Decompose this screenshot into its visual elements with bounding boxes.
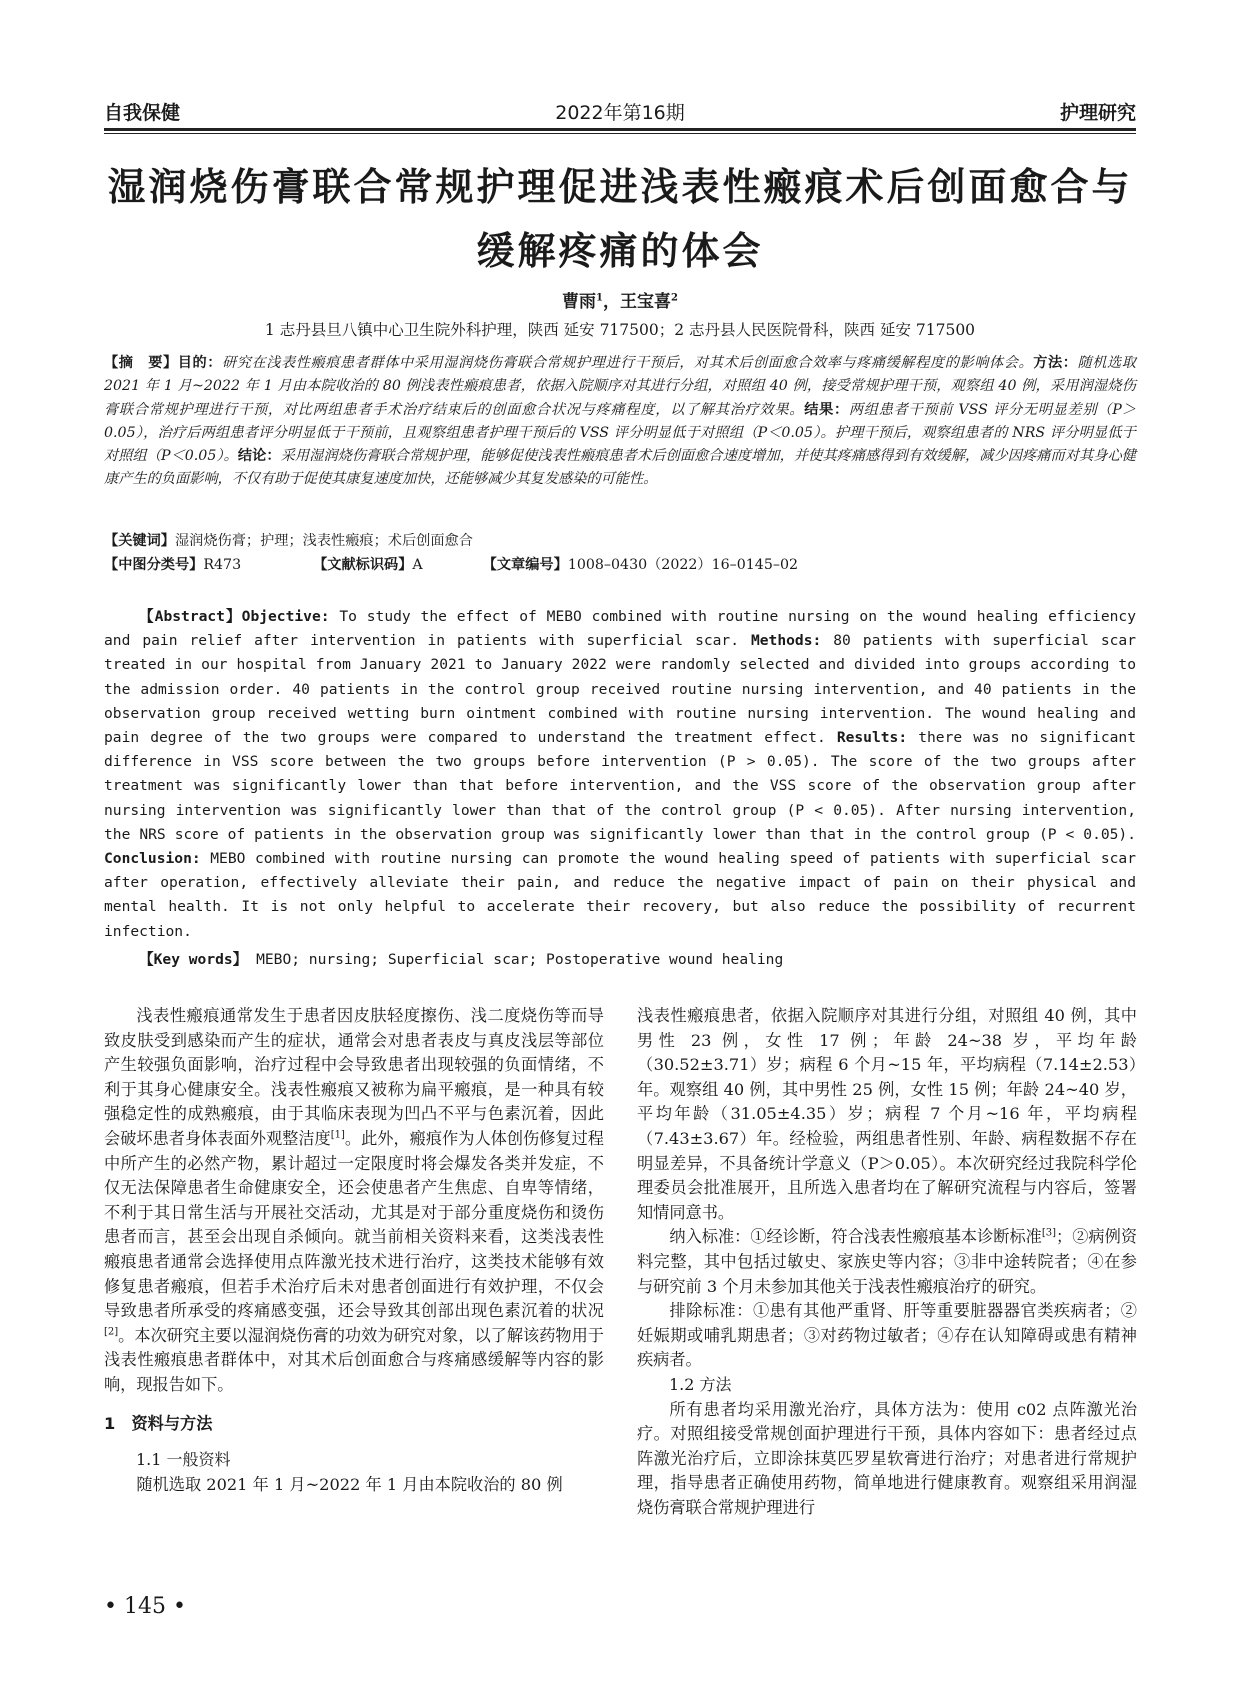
article-title: 湿润烧伤膏联合常规护理促进浅表性瘢痕术后创面愈合与缓解疼痛的体会 (107, 164, 1133, 273)
intro-text: 。此外，瘢痕作为人体创伤修复过程中所产生的必然产物，累计超过一定限度时将会爆发各类并发症，不仅无法保障患者生命健康安全，还会使患者产生焦虑、自卑等情绪，不利于其日常生活与开展社交活动，尤其是对于部分重度烧伤和烫伤患者而言，甚至会出现自杀倾向。就当前相关资料来看，这类浅表性瘢痕患者通常会选择使用点阵激光技术进行治疗，这类技术能够有效修复患者瘢痕，但若手术治疗后未对患者创面进行有效护理，不仅会导致患者所承受的疼痛感变强，还会导致其创部出现色素沉着的状况 (104, 1128, 604, 1321)
inclusion-text: ；②病例资料完整，其中包括过敏史、家族史等内容；③非中途转院者；④在参与研究前 3 个月未参加其他关于浅表性瘢痕治疗的研究。 (637, 1227, 1138, 1296)
section-label: 护理研究 (1059, 102, 1136, 124)
objective-text: 研究在浅表性瘢痕患者群体中采用湿润烧伤膏联合常规护理进行干预后，对其术后创面愈合效率与疼痛缓解程度的影响体会。 (222, 355, 1034, 371)
body-column-left (104, 1004, 604, 1497)
intro-text: 浅表性瘢痕通常发生于患者因皮肤轻度擦伤、浅二度烧伤等而导致皮肤受到感染而产生的症状，通常会对患者表皮与真皮浅层等部位产生较强负面影响，治疗过程中会导致患者出现较强的负面情绪，不利于其身心健康安全。浅表性瘢痕又被称为扁平瘢痕，是一种具有较强稳定性的成熟瘢痕，由于其临床表现为凹凸不平与色素沉着，因此会破坏患者身体表面外观整洁度 (104, 1006, 604, 1148)
page-number: • 145 • (104, 1594, 186, 1619)
conclusion-en-label: Conclusion: (104, 850, 201, 868)
keywords-en-text: MEBO; nursing; Superficial scar; Postoperative wound healing (247, 951, 784, 968)
author-affil-mark: 2 (671, 292, 678, 304)
author-affil-mark: 1 (596, 292, 603, 304)
intro-paragraph (104, 1004, 604, 1398)
abstract-label: 【摘 要】 (104, 355, 178, 371)
clc-value: R473 (203, 557, 242, 573)
author-separator: ， (603, 292, 620, 312)
clc-label: 【中图分类号】 (104, 557, 204, 573)
article-number-label: 【文章编号】 (482, 557, 568, 573)
doc-code-value: A (412, 557, 423, 573)
inclusion-criteria (637, 1225, 1137, 1299)
citation-ref: [2] (104, 1326, 119, 1338)
objective-label: 目的： (177, 355, 222, 371)
methods-en-label: Methods: (750, 632, 822, 650)
classification-line (104, 554, 1136, 577)
author-line (0, 287, 1240, 312)
body-column-right (637, 1004, 1137, 1520)
results-label: 结果： (804, 401, 849, 418)
citation-ref: [3] (1041, 1227, 1057, 1239)
keywords-text: 湿润烧伤膏；护理；浅表性瘢痕；术后创面愈合 (174, 533, 473, 549)
affiliation: 1 志丹县旦八镇中心卫生院外科护理，陕西 延安 717500；2 志丹县人民医院骨科，陕西 延安 717500 (264, 321, 976, 339)
subsection-heading: 1.2 方法 (669, 1374, 732, 1394)
article-number-value: 1008–0430（2022）16–0145–02 (567, 557, 798, 573)
section-heading: 1 资料与方法 (104, 1413, 213, 1433)
inclusion-text: 纳入标准：①经诊断，符合浅表性瘢痕基本诊断标准 (669, 1227, 1042, 1247)
exclusion-criteria: 排除标准：①患有其他严重肾、肝等重要脏器器官类疾病者；②妊娠期或哺乳期患者；③对药物过敏者；④存在认知障碍或患有精神疾病者。 (637, 1301, 1137, 1370)
doc-code-label: 【文献标识码】 (313, 557, 413, 573)
author-name: 王宝喜 (620, 292, 671, 312)
methods-label: 方法： (1033, 355, 1078, 371)
results-en-label: Results: (836, 729, 908, 747)
abstract-english (104, 605, 1136, 944)
methods-text: 随机选取 2021 年 1 月~2022 年 1 月由本院收治的 80 例浅表性瘢痕患者，依据入院顺序对其进行分组，对照组 40 例，接受常规护理干预，观察组 40 例，采用润湿烧伤膏联合常规护理进行干预，对比两组患者手术治疗结束后的创面愈合状况与疼痛程度，以了解其治疗效果。 (104, 355, 1136, 418)
abstract-en-label: 【Abstract】 (139, 608, 242, 625)
issue-label: 2022年第16期 (555, 102, 685, 124)
keywords-chinese (104, 530, 1136, 553)
objective-en-label: Objective: (241, 608, 330, 625)
body-paragraph: 浅表性瘢痕患者，依据入院顺序对其进行分组，对照组 40 例，其中男性 23 例，女性 17 例；年龄 24~38 岁，平均年龄（30.52±3.71）岁；病程 6 个月~15 年，平均病程（7.14±2.53）年。观察组 40 例，其中男性 25 例，女性 15 例；年龄 24~40 岁，平均年龄（31.05±4.35）岁；病程 7 个月~16 年，平均病程（7.43±3.67）年。经检验，两组患者性别、年龄、病程数据不存在明显差异，不具备统计学意义（P＞0.05）。本次研究经过我院科学伦理委员会批准展开，且所选入患者均在了解研究流程与内容后，签署知情同意书。 (637, 1006, 1137, 1222)
body-paragraph: 所有患者均采用激光治疗，具体方法为：使用 c02 点阵激光治疗。对照组接受常规创面护理进行干预，具体内容如下：患者经过点阵激光治疗后，立即涂抹莫匹罗星软膏进行治疗；对患者进行常规护理，指导患者正确使用药物，简单地进行健康教育。观察组采用润湿烧伤膏联合常规护理进行 (637, 1399, 1137, 1517)
abstract-chinese (104, 352, 1136, 492)
results-text: 两组患者干预前 VSS 评分无明显差别（P＞0.05），治疗后两组患者评分明显低于干预前，且观察组患者护理干预后的 VSS 评分明显低于对照组（P＜0.05）。护理干预后，观察组患者的 NRS 评分明显低于对照组（P＜0.05）。 (104, 401, 1136, 465)
citation-ref: [1] (330, 1129, 345, 1141)
results-en-text: there was no significant difference in VSS score between the two groups before intervention (P > 0.05). The score of the two groups after treatment was significantly lower than that before intervention, and the VSS score of the observation group after nursing intervention was significantly lower than that of the control group (P < 0.05). After nursing intervention, the NRS score of patients in the observation group was significantly lower than that in the control group (P < 0.05). (104, 729, 1136, 843)
intro-text: 。本次研究主要以湿润烧伤膏的功效为研究对象，以了解该药物用于浅表性瘢痕患者群体中，对其术后创面愈合与疼痛感缓解等内容的影响，现报告如下。 (104, 1325, 604, 1394)
methods-en-text: 80 patients with superficial scar treated in our hospital from January 2021 to January 2022 were randomly selected and divided into groups according to the admission order. 40 patients in the control group received routine nursing intervention, and 40 patients in the observation group received wetting burn ointment combined with routine nursing intervention. The wound healing and pain degree of the two groups were compared to understand the treatment effect. (104, 632, 1136, 747)
keywords-english (104, 948, 1136, 972)
body-paragraph: 随机选取 2021 年 1 月~2022 年 1 月由本院收治的 80 例 (136, 1474, 563, 1494)
conclusion-text: 采用湿润烧伤膏联合常规护理，能够促使浅表性瘢痕患者术后创面愈合速度增加，并使其疼痛感得到有效缓解，减少因疼痛而对其身心健康产生的负面影响，不仅有助于促使其康复速度加快，还能够减少其复发感染的可能性。 (104, 448, 1136, 488)
keywords-en-label: 【Key words】 (139, 951, 248, 968)
journal-name: 自我保健 (104, 102, 181, 124)
objective-en-text: To study the effect of MEBO combined with routine nursing on the wound healing efficiency and pain relief after intervention in patients with superficial scar. (104, 608, 1136, 650)
header-divider (104, 128, 1136, 134)
conclusion-label: 结论： (237, 448, 281, 465)
conclusion-en-text: MEBO combined with routine nursing can promote the wound healing speed of patients with superficial scar after operation, effectively alleviate their pain, and reduce the negative impact of pain on their physical and mental health. It is not only helpful to accelerate their recovery, but also reduce the possibility of recurrent infection. (104, 850, 1136, 940)
subsection-heading: 1.1 一般资料 (136, 1450, 231, 1470)
keywords-label: 【关键词】 (104, 533, 175, 549)
author-name: 曹雨 (562, 292, 597, 312)
